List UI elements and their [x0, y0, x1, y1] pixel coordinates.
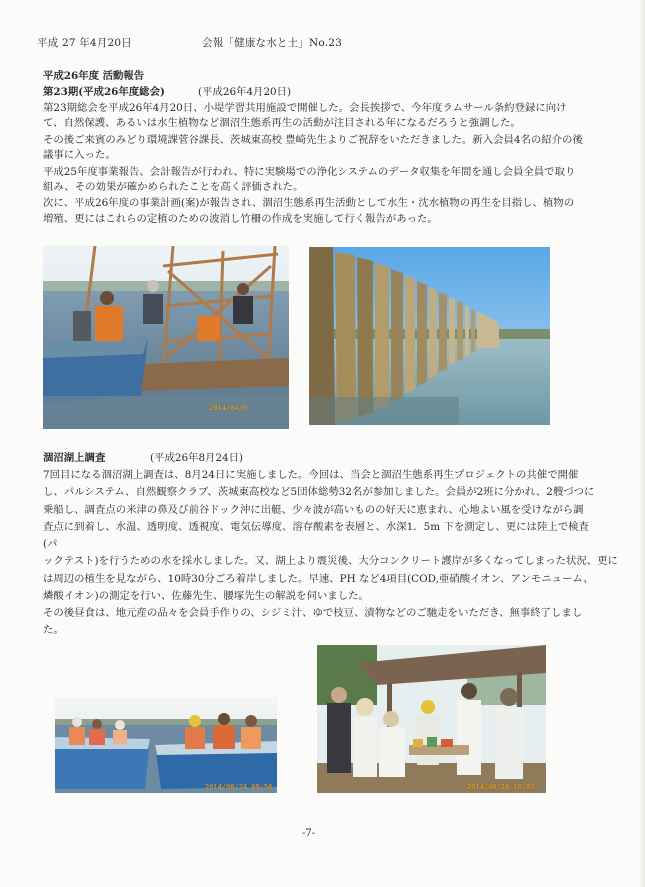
- photo1-timestamp: 2014/04/0: [209, 404, 247, 412]
- photo3-timestamp: 2014/08/24 09:56: [205, 783, 273, 791]
- section1-subheading: 第23期(平成26年度総会): [43, 86, 165, 98]
- photo-lake-boats: [55, 697, 277, 793]
- section2-line: 燐酸イオン)の測定を行い、佐藤先生、腰塚先生の解説を伺いました。: [43, 590, 369, 602]
- section1-line: 議事に入った。: [43, 149, 116, 161]
- section1-line: 次に、平成26年度の事業計画(案)が報告され、涸沼生態系再生活動として水生・沈水植物の再生を目指し、植物の: [43, 197, 575, 209]
- photo-fence-construction: [43, 246, 289, 429]
- section2-line: 査点に到着し、水温、透明度、透視度、電気伝導度、溶存酸素を表層と、水深1．5m 下を測定し、更には陸上で検査: [43, 521, 589, 533]
- section2-line: その後昼食は、地元産の品々を会員手作りの、シジミ汁、ゆで枝豆、漬物などのご馳走をいただき、無事終了しまし: [43, 607, 583, 619]
- section2-line: た。: [43, 624, 64, 636]
- page-edge-shadow: [639, 0, 645, 887]
- header-date: 平成 27 年4月20日: [37, 37, 132, 49]
- section1-line: 平成25年度事業報告、会計報告が行われ、特に実験場での浄化システムのデータ収集を年間を通し会員全員で取り: [43, 166, 576, 178]
- section1-line: その後ご来賓のみどり環境課菅谷課長、茨城東高校 豊崎先生よりご祝辞をいただきました。新入会員4名の紹介の後: [43, 134, 583, 146]
- page-number: -7-: [302, 828, 316, 839]
- photo4-timestamp: 2014/08/24 10:37: [467, 783, 535, 791]
- section2-line: ックテスト)を行うための水を採水しました。又、湖上より震災後、大分コンクリート護岸が多くなってしまった状況、更に: [43, 555, 618, 567]
- header-newsletter-title: 会報「健康な水と土」No.23: [202, 37, 343, 49]
- section2-line: (パ: [43, 538, 58, 550]
- section2-line: は周辺の植生を見ながら、10時30分ごろ着岸しました。早速、PH など4項目(COD,亜硝酸イオン、アンモニューム、: [43, 573, 594, 585]
- section1-line: 増殖、更にはこれらの定植のための波消し竹柵の作成を実施して行く報告があった。: [43, 213, 438, 225]
- photo-group-lunch: [317, 645, 546, 793]
- section1-line: て、自然保護、あるいは水生植物など涸沼生態系再生の活動が注目される年になるだろうと強調した。: [43, 117, 521, 129]
- section2-line: 乗船し、調査点の米津の鼻及び前谷ドック沖に出艇、少々波が高いものの好天に恵まれ、心地よい風を受けながら調: [43, 504, 584, 516]
- section2-heading-date: (平成26年8月24日): [150, 452, 244, 464]
- section1-line: 第23期総会を平成26年4月20日、小堤学習共用施設で開催した。会長挨拶で、今年度ラムサール条約登録に向け: [43, 102, 567, 114]
- section2-line: し、パルシステム、自然観察クラブ、茨城東高校など5団体総勢32名が参加しました。会員が2班に分かれ、2艘づつに: [43, 486, 595, 498]
- section1-heading: 平成26年度 活動報告: [43, 70, 145, 82]
- section2-heading: 涸沼湖上調査: [43, 452, 106, 464]
- photo-bamboo-fence: [309, 247, 550, 425]
- section2-line: 7回目になる涸沼湖上調査は、8月24日に実施しました。今回は、当会と涸沼生態系再生プロジェクトの共催で開催: [43, 469, 579, 481]
- section1-line: 組み、その効果が確かめられたことを高く評価された。: [43, 181, 304, 193]
- section1-subheading-date: (平成26年4月20日): [198, 86, 292, 98]
